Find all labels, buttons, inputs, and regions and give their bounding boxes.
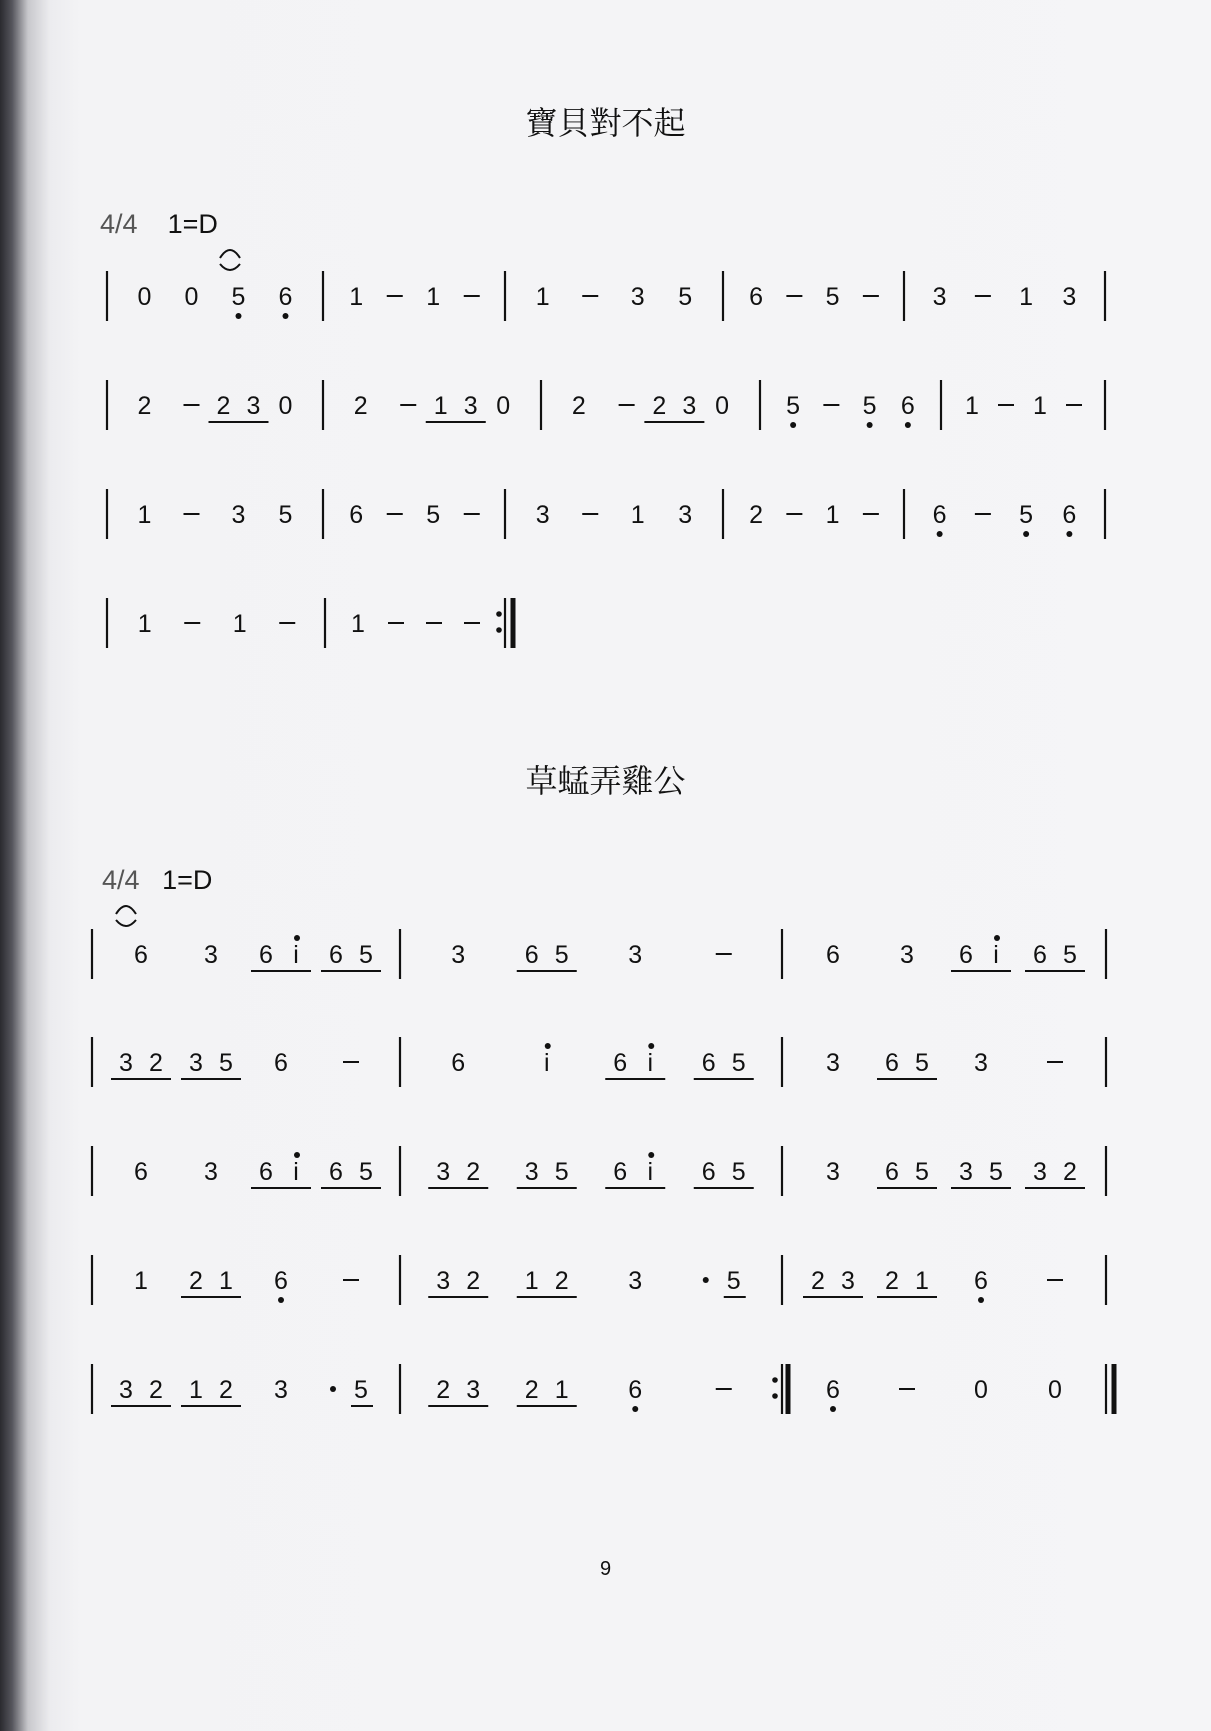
s1-l3-m1-beat-3: 3 [231, 501, 246, 529]
s2-l3-m3-beat-4-b: 2 [1063, 1158, 1077, 1186]
s2-l2-m1-beat-3: 6 [274, 1049, 288, 1077]
s2-l1-m3-beat-4-b: 5 [1063, 941, 1077, 969]
s2-l3-m1-beat-3-b-high-octave-dot [294, 1152, 300, 1158]
s2-l2-m1-beat-2-a: 3 [189, 1049, 203, 1077]
s1-l2-m1-beat-3-b: 3 [246, 392, 261, 420]
s2-mid-repeat-dot-bottom [772, 1393, 778, 1399]
s2-l5-m1-beat-4: 5 [354, 1376, 368, 1404]
s1-l2-m4-beat-1: 5 [786, 392, 801, 420]
s2-l5-m1-beat-2-b: 2 [219, 1376, 233, 1404]
s2-l1-m3-beat-3-b: i [993, 941, 999, 969]
s2-l1-m1-beat-2: 3 [204, 941, 218, 969]
s1-l3-m3-beat-3: 1 [630, 501, 645, 529]
s2-l3-m3-beat-3-b: 5 [989, 1158, 1003, 1186]
s1-l3-m2-beat-3: 5 [426, 501, 441, 529]
s1-l3-m5-beat-3-low-octave-dot [1023, 531, 1029, 537]
s2-fermata-arc-top [116, 906, 136, 914]
s1-l4-m1-beat-1: 1 [137, 610, 152, 638]
s1-l1-m5-beat-4: 3 [1062, 283, 1077, 311]
s1-l4-m2-beat-1: 1 [351, 610, 365, 638]
s2-l3-m3-beat-2-a: 6 [885, 1158, 899, 1186]
s2-l2-m3-beat-3: 3 [974, 1049, 988, 1077]
s2-fermata-arc-bottom [116, 920, 136, 926]
s2-l2-m2-beat-2: i [543, 1049, 550, 1077]
s2-l3-m2-beat-4-b: 5 [731, 1158, 746, 1186]
s1-l2-m1-beat-4: 0 [278, 392, 293, 420]
s1-l2-m2-beat-3-a: 1 [433, 392, 448, 420]
s2-l3-m2-beat-3-a: 6 [613, 1158, 628, 1186]
s1-l1-m2-beat-1: 1 [349, 283, 364, 311]
song-title-1: 寶貝對不起 [525, 104, 686, 142]
s1-l3-m5-beat-4-low-octave-dot [1066, 531, 1072, 537]
s2-l3-m2-beat-2-a: 3 [524, 1158, 539, 1186]
s2-l2-m2-beat-4-a: 6 [701, 1049, 716, 1077]
s2-l3-m2-beat-1-a: 3 [436, 1158, 451, 1186]
s2-l3-m1-beat-4-b: 5 [359, 1158, 373, 1186]
s1-l1-m5-beat-1: 3 [932, 283, 947, 311]
s2-l1-m2-beat-2-a: 6 [524, 941, 539, 969]
s2-l2-m2-beat-3-b-high-octave-dot [648, 1043, 654, 1049]
s2-l1-m1-beat-1: 6 [134, 941, 148, 969]
s2-l3-m2-beat-3-b: i [647, 1158, 654, 1186]
s2-l5-m3-beat-4: 0 [1048, 1376, 1062, 1404]
s1-l2-m3-beat-3-b: 3 [682, 392, 697, 420]
s1-l2-m4-beat-4-low-octave-dot [905, 422, 911, 428]
s2-l5-m1-beat-1-a: 3 [119, 1376, 133, 1404]
s2-l4-m1-beat-2-a: 2 [189, 1267, 203, 1295]
s1-l3-m5-beat-1: 6 [932, 501, 947, 529]
s1-l2-m1-beat-3-a: 2 [216, 392, 231, 420]
s2-l5-m3-beat-1-low-octave-dot [830, 1406, 836, 1412]
s2-l1-m3-beat-3-a: 6 [959, 941, 973, 969]
s1-l3-m1-beat-4: 5 [278, 501, 293, 529]
s2-l2-m2-beat-3-b: i [647, 1049, 654, 1077]
s2-l1-m2-beat-1: 3 [451, 941, 466, 969]
s2-l3-m1-beat-4-a: 6 [329, 1158, 343, 1186]
s1-l1-m2-beat-3: 1 [426, 283, 441, 311]
s1-l2-m2-beat-3-b: 3 [463, 392, 478, 420]
s2-l3-m3-beat-1: 3 [826, 1158, 840, 1186]
s2-l2-m1-beat-2-b: 5 [219, 1049, 233, 1077]
s2-l5-m2-beat-3-low-octave-dot [632, 1406, 638, 1412]
s1-l1-m3-beat-1: 1 [535, 283, 550, 311]
s2-l2-m2-beat-4-b: 5 [731, 1049, 746, 1077]
s1-l2-m2-beat-4: 0 [496, 392, 511, 420]
s2-l1-m3-beat-2: 3 [900, 941, 914, 969]
s2-l1-m1-beat-3-b-high-octave-dot [294, 935, 300, 941]
s2-l4-m1-beat-3: 6 [274, 1267, 288, 1295]
s1-l1-m4-beat-1: 6 [749, 283, 764, 311]
s1-repeat-dot-bottom [496, 627, 502, 633]
s1-l2-m4-beat-1-low-octave-dot [790, 422, 796, 428]
s1-l1-m1-beat-3-low-octave-dot [236, 313, 242, 319]
s1-l1-m3-beat-4: 5 [678, 283, 693, 311]
song-2-time-signature: 4/4 [102, 865, 140, 895]
s2-l1-m2-beat-2-b: 5 [554, 941, 569, 969]
s2-l2-m3-beat-1: 3 [826, 1049, 840, 1077]
s2-l2-m3-beat-2-a: 6 [885, 1049, 899, 1077]
s2-l5-m3-beat-3: 0 [974, 1376, 988, 1404]
s2-l4-m2-beat-2-a: 1 [524, 1267, 539, 1295]
s2-l5-m3-beat-1: 6 [826, 1376, 840, 1404]
s2-l3-m1-beat-1: 6 [134, 1158, 148, 1186]
s2-l3-m3-beat-4-a: 3 [1033, 1158, 1047, 1186]
s2-l1-m1-beat-4-a: 6 [329, 941, 343, 969]
s1-l3-m5-beat-1-low-octave-dot [937, 531, 943, 537]
s2-l3-m3-beat-2-b: 5 [915, 1158, 929, 1186]
s2-l5-m1-beat-1-b: 2 [149, 1376, 163, 1404]
s2-l1-m3-beat-4-a: 6 [1033, 941, 1047, 969]
s1-l3-m3-beat-4: 3 [678, 501, 693, 529]
s2-l5-m2-beat-1-a: 2 [436, 1376, 451, 1404]
s2-l4-m1-beat-3-low-octave-dot [278, 1297, 284, 1303]
s2-l2-m2-beat-1: 6 [451, 1049, 466, 1077]
s1-l2-m4-beat-3-low-octave-dot [867, 422, 873, 428]
s2-l4-m1-beat-2-b: 1 [219, 1267, 233, 1295]
song-2-key: 1=D [162, 865, 213, 895]
page-number: 9 [599, 1558, 612, 1580]
s1-fermata-arc-bottom [220, 264, 240, 270]
s1-l3-m1-beat-1: 1 [137, 501, 152, 529]
s2-l4-m2-beat-2-b: 2 [554, 1267, 569, 1295]
s2-l1-m3-beat-3-b-high-octave-dot [994, 935, 1000, 941]
s2-l4-m3-beat-2-b: 1 [915, 1267, 929, 1295]
s2-l2-m1-beat-1-b: 2 [149, 1049, 163, 1077]
s2-l5-m2-beat-3: 6 [628, 1376, 643, 1404]
s2-l1-m2-beat-3: 3 [628, 941, 643, 969]
s1-l1-m1-beat-3: 5 [231, 283, 246, 311]
s1-l3-m2-beat-1: 6 [349, 501, 364, 529]
s1-l3-m3-beat-1: 3 [535, 501, 550, 529]
s1-l3-m4-beat-3: 1 [825, 501, 840, 529]
song-title-2: 草蜢弄雞公 [525, 762, 686, 800]
s1-l2-m2-beat-1: 2 [353, 392, 368, 420]
s2-l5-m1-beat-3: 3 [274, 1376, 288, 1404]
s2-l3-m2-beat-4-a: 6 [701, 1158, 716, 1186]
s2-l5-m1-beat-2-a: 1 [189, 1376, 203, 1404]
s2-l4-m2-beat-1-a: 3 [436, 1267, 451, 1295]
s2-l2-m3-beat-2-b: 5 [915, 1049, 929, 1077]
s1-l2-m3-beat-3-a: 2 [652, 392, 667, 420]
s2-l4-m3-beat-3: 6 [974, 1267, 988, 1295]
s2-l2-m2-beat-3-a: 6 [613, 1049, 628, 1077]
s2-l4-m2-beat-3: 3 [628, 1267, 643, 1295]
s2-l4-m2-beat-1-b: 2 [466, 1267, 481, 1295]
s2-l2-m1-beat-1-a: 3 [119, 1049, 133, 1077]
s2-l4-m3-beat-2-a: 2 [885, 1267, 899, 1295]
song-1-time-signature: 4/4 [100, 209, 138, 239]
s1-l3-m5-beat-4: 6 [1062, 501, 1077, 529]
s2-l5-m2-beat-2-b: 1 [554, 1376, 569, 1404]
s2-l3-m3-beat-3-a: 3 [959, 1158, 973, 1186]
s2-l4-m3-beat-1-a: 2 [811, 1267, 825, 1295]
s2-l5-m2-beat-2-a: 2 [524, 1376, 539, 1404]
s1-l2-m5-beat-3: 1 [1033, 392, 1047, 420]
s2-l1-m3-beat-1: 6 [826, 941, 840, 969]
s2-l3-m1-beat-3-b: i [293, 1158, 299, 1186]
s1-l2-m1-beat-1: 2 [137, 392, 152, 420]
s1-l1-m4-beat-3: 5 [825, 283, 840, 311]
s1-l1-m1-beat-4-low-octave-dot [283, 313, 289, 319]
s2-mid-repeat-dot-top [772, 1377, 778, 1383]
s2-l5-m2-beat-1-b: 3 [466, 1376, 481, 1404]
s2-l1-m1-beat-4-b: 5 [359, 941, 373, 969]
s2-l3-m1-beat-3-a: 6 [259, 1158, 273, 1186]
s2-l4-m3-beat-3-low-octave-dot [978, 1297, 984, 1303]
s1-l2-m3-beat-1: 2 [571, 392, 586, 420]
s2-l5-m1-beat-4-augmentation-dot [330, 1386, 336, 1392]
s1-fermata-arc-top [220, 250, 240, 258]
s1-l2-m5-beat-1: 1 [965, 392, 979, 420]
s2-l4-m3-beat-1-b: 3 [841, 1267, 855, 1295]
s2-l1-m1-beat-3-a: 6 [259, 941, 273, 969]
s1-l1-m1-beat-4: 6 [278, 283, 293, 311]
s1-l2-m3-beat-4: 0 [715, 392, 730, 420]
s1-l2-m4-beat-4: 6 [900, 392, 915, 420]
s2-l3-m2-beat-2-b: 5 [554, 1158, 569, 1186]
s2-l3-m2-beat-3-b-high-octave-dot [648, 1152, 654, 1158]
s1-l3-m5-beat-3: 5 [1019, 501, 1034, 529]
s1-l2-m4-beat-3: 5 [862, 392, 877, 420]
s1-l4-m1-beat-3: 1 [232, 610, 247, 638]
s1-repeat-dot-top [496, 611, 502, 617]
s1-l3-m4-beat-1: 2 [749, 501, 764, 529]
s2-l4-m2-beat-4-augmentation-dot [703, 1277, 709, 1283]
s1-l1-m3-beat-3: 3 [630, 283, 645, 311]
s1-l1-m1-beat-1: 0 [137, 283, 152, 311]
s2-l2-m2-beat-2-high-octave-dot [545, 1043, 551, 1049]
s1-l1-m1-beat-2: 0 [184, 283, 199, 311]
s2-l3-m1-beat-2: 3 [204, 1158, 218, 1186]
song-1-key: 1=D [167, 209, 218, 239]
s2-l4-m2-beat-4: 5 [726, 1267, 741, 1295]
s1-l1-m5-beat-3: 1 [1019, 283, 1034, 311]
s2-l4-m1-beat-1: 1 [134, 1267, 148, 1295]
s2-l3-m2-beat-1-b: 2 [466, 1158, 481, 1186]
s2-l1-m1-beat-3-b: i [293, 941, 299, 969]
